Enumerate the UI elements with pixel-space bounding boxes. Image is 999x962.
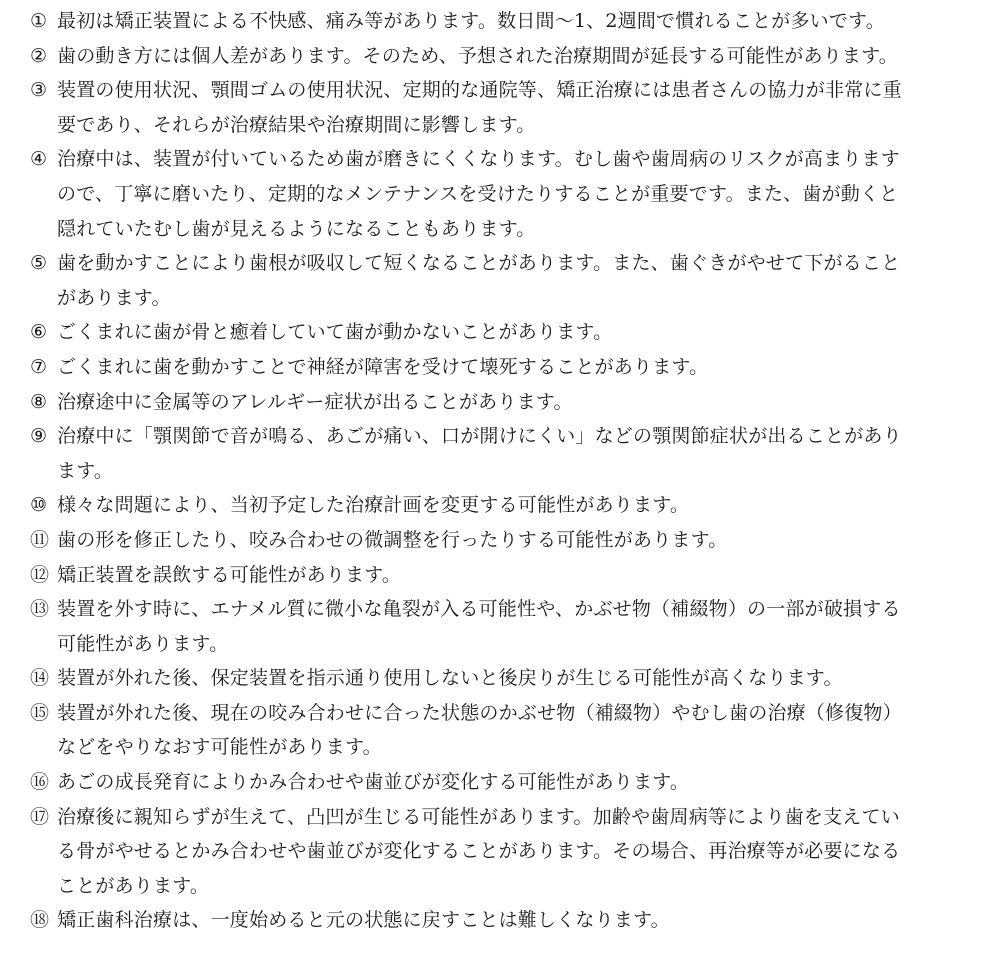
item-text: 治療中は、装置が付いているため歯が磨きにくくなります。むし歯や歯周病のリスクが高まります xyxy=(57,148,900,171)
item-text: 治療中に「顎関節で音が鳴る、あごが痛い、口が開けにくい」などの顎関節症状が出ることがあり xyxy=(57,425,902,448)
item-text: 矯正歯科治療は、一度始めると元の状態に戻すことは難しくなります。 xyxy=(57,909,670,932)
list-item-line xyxy=(30,315,970,350)
item-text: 装置の使用状況、顎間ゴムの使用状況、定期的な通院等、矯正治療には患者さんの協力が非常に重 xyxy=(57,79,902,102)
list-item xyxy=(30,523,970,558)
list-item-line xyxy=(30,73,970,108)
list-item-line xyxy=(30,108,970,143)
item-text: 隠れていたむし歯が見えるようになることもあります。 xyxy=(57,217,536,240)
list-item-line xyxy=(30,281,970,316)
item-number: ④ xyxy=(30,148,48,171)
list-item-line xyxy=(30,696,970,731)
list-item xyxy=(30,246,970,315)
item-text: る骨がやせるとかみ合わせや歯並びが変化することがあります。その場合、再治療等が必要になる xyxy=(57,840,901,863)
list-item xyxy=(30,4,970,39)
item-number: ⑬ xyxy=(30,598,50,621)
list-item xyxy=(30,488,970,523)
item-text: ます。 xyxy=(57,459,114,482)
list-item-line xyxy=(30,177,970,212)
list-item-line xyxy=(30,661,970,696)
list-item-line xyxy=(30,212,970,247)
item-text: 最初は矯正装置による不快感、痛み等があります。数日間〜1、2週間で慣れることが多いです。 xyxy=(57,10,885,32)
item-number: ⑭ xyxy=(30,667,50,690)
list-item-line xyxy=(30,4,970,39)
item-number: ⑯ xyxy=(30,771,50,794)
list-item-line xyxy=(30,592,970,627)
item-text: 装置を外す時に、エナメル質に微小な亀裂が入る可能性や、かぶせ物（補綴物）の一部が破損する xyxy=(57,598,901,621)
item-number: ⑥ xyxy=(30,321,48,344)
list-item-line xyxy=(30,246,970,281)
list-item-line xyxy=(30,419,970,454)
document-body xyxy=(30,4,970,938)
item-text: 歯を動かすことにより歯根が吸収して短くなることがあります。また、歯ぐきがやせて下がること xyxy=(57,252,901,275)
list-item xyxy=(30,350,970,385)
list-item-line xyxy=(30,350,970,385)
item-number: ② xyxy=(30,44,48,67)
list-item-line xyxy=(30,903,970,938)
list-item-line xyxy=(30,558,970,593)
item-text: あごの成長発育によりかみ合わせや歯並びが変化する可能性があります。 xyxy=(57,771,690,794)
list-item xyxy=(30,419,970,488)
list-item xyxy=(30,765,970,800)
list-item xyxy=(30,661,970,696)
list-item xyxy=(30,73,970,142)
item-text: ことがあります。 xyxy=(57,874,210,897)
list-item-line xyxy=(30,627,970,662)
item-number: ③ xyxy=(30,79,48,102)
list-item-line xyxy=(30,142,970,177)
list-item-line xyxy=(30,869,970,904)
list-item-line xyxy=(30,834,970,869)
item-number: ⑩ xyxy=(30,494,48,517)
list-item xyxy=(30,385,970,420)
list-item xyxy=(30,558,970,593)
item-number: ⑧ xyxy=(30,390,48,413)
item-text: 装置が外れた後、保定装置を指示通り使用しないと後戻りが生じる可能性が高くなります。 xyxy=(57,667,843,690)
list-item-line xyxy=(30,385,970,420)
list-item-line xyxy=(30,523,970,558)
list-item xyxy=(30,903,970,938)
item-text: ごくまれに歯を動かすことで神経が障害を受けて壊死することがあります。 xyxy=(57,355,709,378)
item-text: 様々な問題により、当初予定した治療計画を変更する可能性があります。 xyxy=(57,494,690,517)
item-text: があります。 xyxy=(57,286,171,309)
item-text: 要であり、それらが治療結果や治療期間に影響します。 xyxy=(57,113,536,136)
list-item xyxy=(30,142,970,246)
item-text: 歯の形を修正したり、咬み合わせの微調整を行ったりする可能性があります。 xyxy=(57,528,728,551)
list-item-line xyxy=(30,765,970,800)
list-item-line xyxy=(30,730,970,765)
list-item-line xyxy=(30,488,970,523)
item-text: 治療途中に金属等のアレルギー症状が出ることがあります。 xyxy=(57,390,573,413)
item-text: 装置が外れた後、現在の咬み合わせに合った状態のかぶせ物（補綴物）やむし歯の治療（修復物） xyxy=(57,701,902,724)
item-number: ⑰ xyxy=(30,805,50,828)
item-number: ⑪ xyxy=(30,528,50,551)
list-item xyxy=(30,315,970,350)
item-text: 可能性があります。 xyxy=(57,632,229,655)
item-text: ので、丁寧に磨いたり、定期的なメンテナンスを受けたりすることが重要です。また、歯が動くと xyxy=(57,182,899,205)
list-item xyxy=(30,592,970,661)
list-item-line xyxy=(30,800,970,835)
item-number: ⑤ xyxy=(30,252,48,275)
item-number: ⑱ xyxy=(30,909,50,932)
item-number: ① xyxy=(30,10,48,32)
item-number: ⑫ xyxy=(30,563,50,586)
item-text: などをやりなおす可能性があります。 xyxy=(57,736,382,759)
list-item xyxy=(30,800,970,904)
list-item-line xyxy=(30,39,970,74)
list-item xyxy=(30,39,970,74)
item-text: ごくまれに歯が骨と癒着していて歯が動かないことがあります。 xyxy=(57,321,613,344)
item-number: ⑦ xyxy=(30,355,48,378)
item-text: 治療後に親知らずが生えて、凸凹が生じる可能性があります。加齢や歯周病等により歯を支えてい xyxy=(57,805,900,828)
item-number: ⑮ xyxy=(30,701,50,724)
item-number: ⑨ xyxy=(30,425,48,448)
list-item-line xyxy=(30,454,970,489)
list-item xyxy=(30,696,970,765)
item-text: 歯の動き方には個人差があります。そのため、予想された治療期間が延長する可能性があります。 xyxy=(57,44,899,67)
item-text: 矯正装置を誤飲する可能性があります。 xyxy=(57,563,402,586)
